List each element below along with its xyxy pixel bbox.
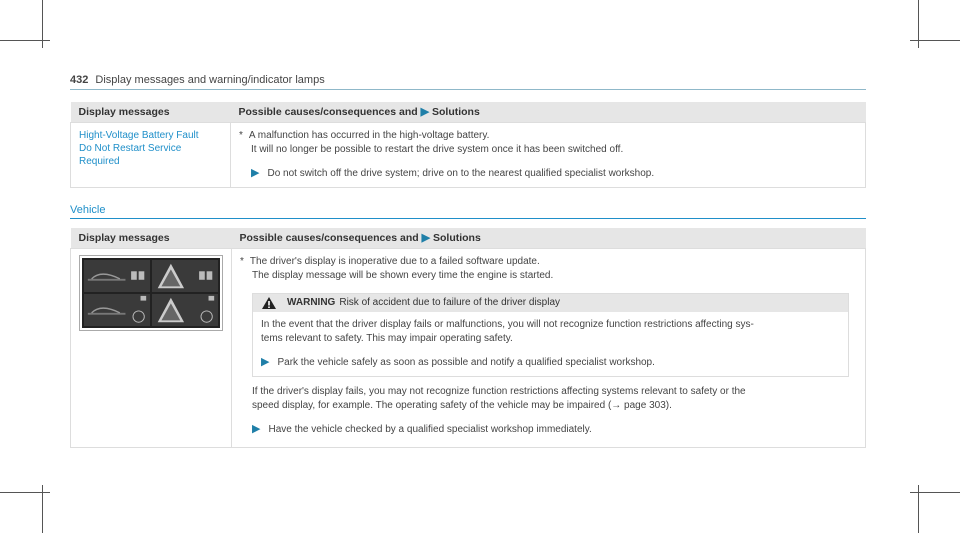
cause-line: It will no longer be possible to restart the drive system once it has been switched off. [251, 143, 624, 155]
solution-step [240, 422, 857, 437]
display-message-line: Do Not Restart Service [79, 142, 182, 154]
cause-line: A malfunction has occurred in the high-voltage battery. [248, 129, 490, 141]
display-panel-car-gauge-icon [84, 294, 150, 326]
page-header-title: Display messages and warning/indicator lamps [95, 74, 325, 86]
arrow-right-icon: ▶ [420, 106, 430, 119]
display-panel-car-icon [84, 260, 150, 292]
solution-step-text: Park the vehicle safely as soon as possible and notify a qualified specialist workshop. [277, 356, 655, 368]
column-header-causes [231, 102, 866, 122]
section-title: Vehicle [70, 204, 106, 216]
column-header-solutions-label: Solutions [432, 232, 481, 245]
crop-mark [0, 40, 50, 41]
solution-step-text: Have the vehicle checked by a qualified specialist workshop immediately. [268, 423, 592, 435]
crop-mark [0, 492, 50, 493]
arrow-right-icon: ▶ [252, 422, 261, 435]
display-message-cell [71, 122, 231, 187]
warning-text-line: In the event that the driver display fails or malfunctions, you will not recognize function restrictions affecting sys- [261, 318, 754, 330]
arrow-right-icon: ▶ [261, 355, 270, 368]
column-header-solutions-label: Solutions [431, 106, 480, 119]
display-message-line: Required [79, 155, 120, 167]
header-divider [70, 89, 866, 90]
cause-cell [232, 248, 866, 447]
solution-step-text: Do not switch off the drive system; drive on to the nearest qualified specialist workshop. [267, 167, 655, 179]
cause-line: The driver's display is inoperative due to a failed software update. [249, 255, 540, 267]
warning-body [253, 312, 848, 376]
bullet-mark: * [240, 255, 244, 267]
cause-text [240, 255, 857, 269]
display-panel-road-gauge-icon [152, 294, 218, 326]
arrow-right-icon: ▶ [251, 166, 260, 179]
crop-mark [910, 40, 960, 41]
page-number: 432 [70, 74, 89, 86]
arrow-right-icon: ▶ [421, 232, 431, 245]
message-table-vehicle [70, 228, 866, 448]
followup-text-line: If the driver's display fails, you may not recognize function restrictions affecting systems relevant to safety or the [252, 385, 746, 397]
column-header-display-messages: Display messages [71, 228, 232, 248]
column-header-causes-label: Possible causes/consequences and [239, 232, 419, 245]
column-header-causes-label: Possible causes/consequences and [238, 106, 418, 119]
column-header-display-messages: Display messages [71, 102, 231, 122]
solution-step [239, 166, 857, 181]
column-header-causes [232, 228, 866, 248]
warning-triangle-icon [261, 296, 277, 310]
cause-cell [231, 122, 866, 187]
cause-line: The display message will be shown every time the engine is started. [252, 269, 554, 281]
warning-header [253, 294, 848, 312]
solution-step [261, 355, 840, 370]
driver-display-image [79, 255, 223, 331]
followup-text-line: speed display, for example. The operating safety of the vehicle may be impaired (→ page 303). [252, 399, 672, 411]
bullet-mark: * [239, 129, 243, 141]
page-header [70, 74, 325, 86]
display-message-line: Hight-Voltage Battery Fault [79, 129, 199, 141]
warning-text-line: tems relevant to safety. This may impair operating safety. [261, 332, 513, 344]
message-table-battery [70, 102, 866, 188]
warning-box [252, 293, 849, 377]
warning-title: Risk of accident due to failure of the driver display [339, 297, 561, 308]
display-panel-road-icon [152, 260, 218, 292]
crop-mark [910, 492, 960, 493]
display-message-cell [71, 248, 232, 447]
cause-text [239, 129, 857, 143]
section-divider [70, 218, 866, 219]
warning-label: WARNING [287, 297, 336, 308]
